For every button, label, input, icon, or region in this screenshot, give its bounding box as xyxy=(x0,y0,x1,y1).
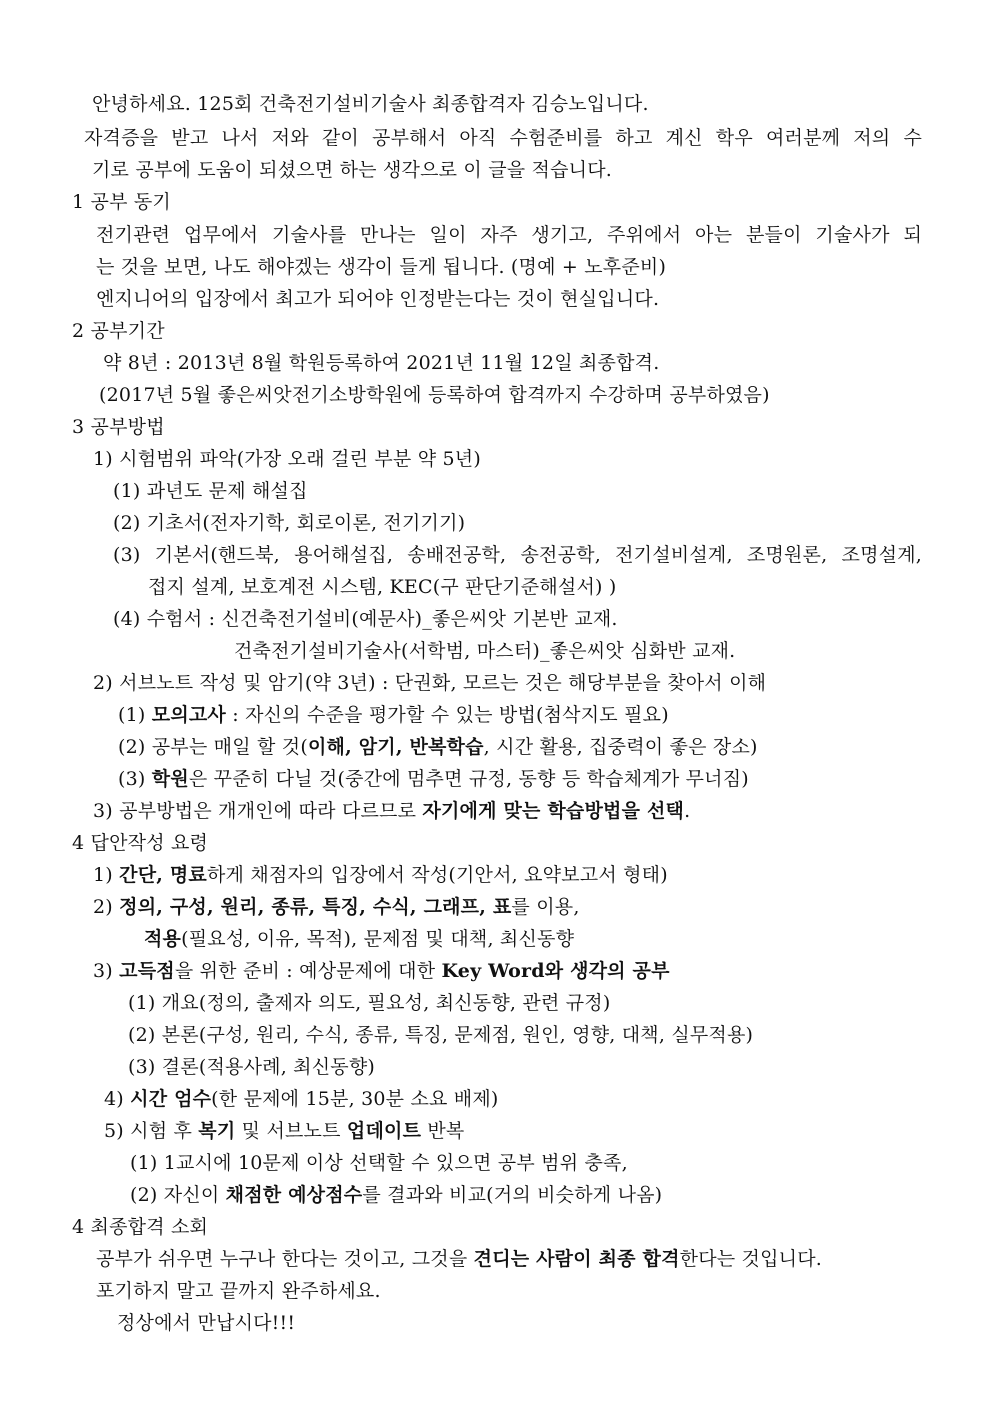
intro-line-2: 자격증을 받고 나서 저와 같이 공부해서 아직 수험준비를 하고 계신 학우 여러분께 저의 수 xyxy=(84,127,922,149)
section-3-item-2: 2) 서브노트 작성 및 암기(약 3년) : 단권화, 모르는 것은 해당부분을 찾아서 이해 xyxy=(93,672,767,694)
section-4-item-3-3: (3) 결론(적용사례, 최신동향) xyxy=(128,1056,375,1078)
section-3-item-1-4b: 건축전기설비기술사(서학범, 마스터)_좋은씨앗 심화반 교재. xyxy=(234,640,736,662)
section-3-item-2-2: (2) 공부는 매일 할 것(이해, 암기, 반복학습, 시간 활용, 집중력이 좋은 장소) xyxy=(118,736,758,758)
section-1-line-1: 전기관련 업무에서 기술사를 만나는 일이 자주 생기고, 주위에서 아는 분들이 기술사가 되 xyxy=(96,224,922,246)
section-4-item-2b: 적용(필요성, 이유, 목적), 문제점 및 대책, 최신동향 xyxy=(144,928,575,950)
section-3-item-1: 1) 시험범위 파악(가장 오래 걸린 부분 약 5년) xyxy=(93,448,481,470)
section-3-item-3: 3) 공부방법은 개개인에 따라 다르므로 자기에게 맞는 학습방법을 선택. xyxy=(93,800,691,822)
intro-line-3: 기로 공부에 도움이 되셨으면 하는 생각으로 이 글을 적습니다. xyxy=(92,159,613,181)
section-3-title: 3 공부방법 xyxy=(72,416,165,438)
section-2-line-1: 약 8년 : 2013년 8월 학원등록하여 2021년 11월 12일 최종합격. xyxy=(103,352,660,374)
section-4-item-4: 4) 시간 엄수(한 문제에 15분, 30분 소요 배제) xyxy=(104,1088,499,1110)
section-3-item-1-2: (2) 기초서(전자기학, 회로이론, 전기기기) xyxy=(113,512,466,534)
section-4-item-2a: 2) 정의, 구성, 원리, 종류, 특징, 수식, 그래프, 표를 이용, xyxy=(93,896,580,918)
section-2-title: 2 공부기간 xyxy=(72,320,165,342)
section-1-line-2: 는 것을 보면, 나도 해야겠는 생각이 들게 됩니다. (명예 + 노후준비) xyxy=(96,256,667,278)
section-2-line-2: (2017년 5월 좋은씨앗전기소방학원에 등록하여 합격까지 수강하며 공부하였음) xyxy=(99,384,770,406)
section-3-item-1-3b: 접지 설계, 보호계전 시스템, KEC(구 판단기준해설서) ) xyxy=(148,576,617,598)
section-4-item-3: 3) 고득점을 위한 준비 : 예상문제에 대한 Key Word와 생각의 공부 xyxy=(93,960,670,982)
section-4-item-3-2: (2) 본론(구성, 원리, 수식, 종류, 특징, 문제점, 원인, 영향, 대책, 실무적용) xyxy=(128,1024,754,1046)
section-5-line-1: 공부가 쉬우면 누구나 한다는 것이고, 그것을 견디는 사람이 최종 합격한다는 것입니다. xyxy=(96,1248,823,1270)
section-4-item-3-1: (1) 개요(정의, 출제자 의도, 필요성, 최신동향, 관련 규정) xyxy=(128,992,611,1014)
section-3-item-1-4a: (4) 수험서 : 신건축전기설비(예문사)_좋은씨앗 기본반 교재. xyxy=(113,608,618,630)
section-3-item-1-3a: (3) 기본서(핸드북, 용어해설집, 송배전공학, 송전공학, 전기설비설계, 조명원론, 조명설계, xyxy=(113,544,922,566)
section-5-title: 4 최종합격 소회 xyxy=(72,1216,209,1238)
section-4-item-5-2: (2) 자신이 채점한 예상점수를 결과와 비교(거의 비슷하게 나옴) xyxy=(130,1184,663,1206)
section-4-item-1: 1) 간단, 명료하게 채점자의 입장에서 작성(기안서, 요약보고서 형태) xyxy=(93,864,668,886)
section-5-line-2: 포기하지 말고 끝까지 완주하세요. xyxy=(96,1280,381,1302)
section-4-title: 4 답안작성 요령 xyxy=(72,832,209,854)
section-3-item-1-1: (1) 과년도 문제 해설집 xyxy=(113,480,308,502)
section-4-item-5: 5) 시험 후 복기 및 서브노트 업데이트 반복 xyxy=(104,1120,465,1142)
section-1-title: 1 공부 동기 xyxy=(72,191,171,213)
section-1-line-3: 엔지니어의 입장에서 최고가 되어야 인정받는다는 것이 현실입니다. xyxy=(96,288,660,310)
section-4-item-5-1: (1) 1교시에 10문제 이상 선택할 수 있으면 공부 범위 충족, xyxy=(130,1152,628,1174)
section-3-item-2-1: (1) 모의고사 : 자신의 수준을 평가할 수 있는 방법(첨삭지도 필요) xyxy=(118,704,669,726)
section-5-line-3: 정상에서 만납시다!!! xyxy=(117,1312,296,1334)
intro-line-1: 안녕하세요. 125회 건축전기설비기술사 최종합격자 김승노입니다. xyxy=(92,93,649,115)
section-3-item-2-3: (3) 학원은 꾸준히 다닐 것(중간에 멈추면 규정, 동향 등 학습체계가 무너짐) xyxy=(118,768,749,790)
